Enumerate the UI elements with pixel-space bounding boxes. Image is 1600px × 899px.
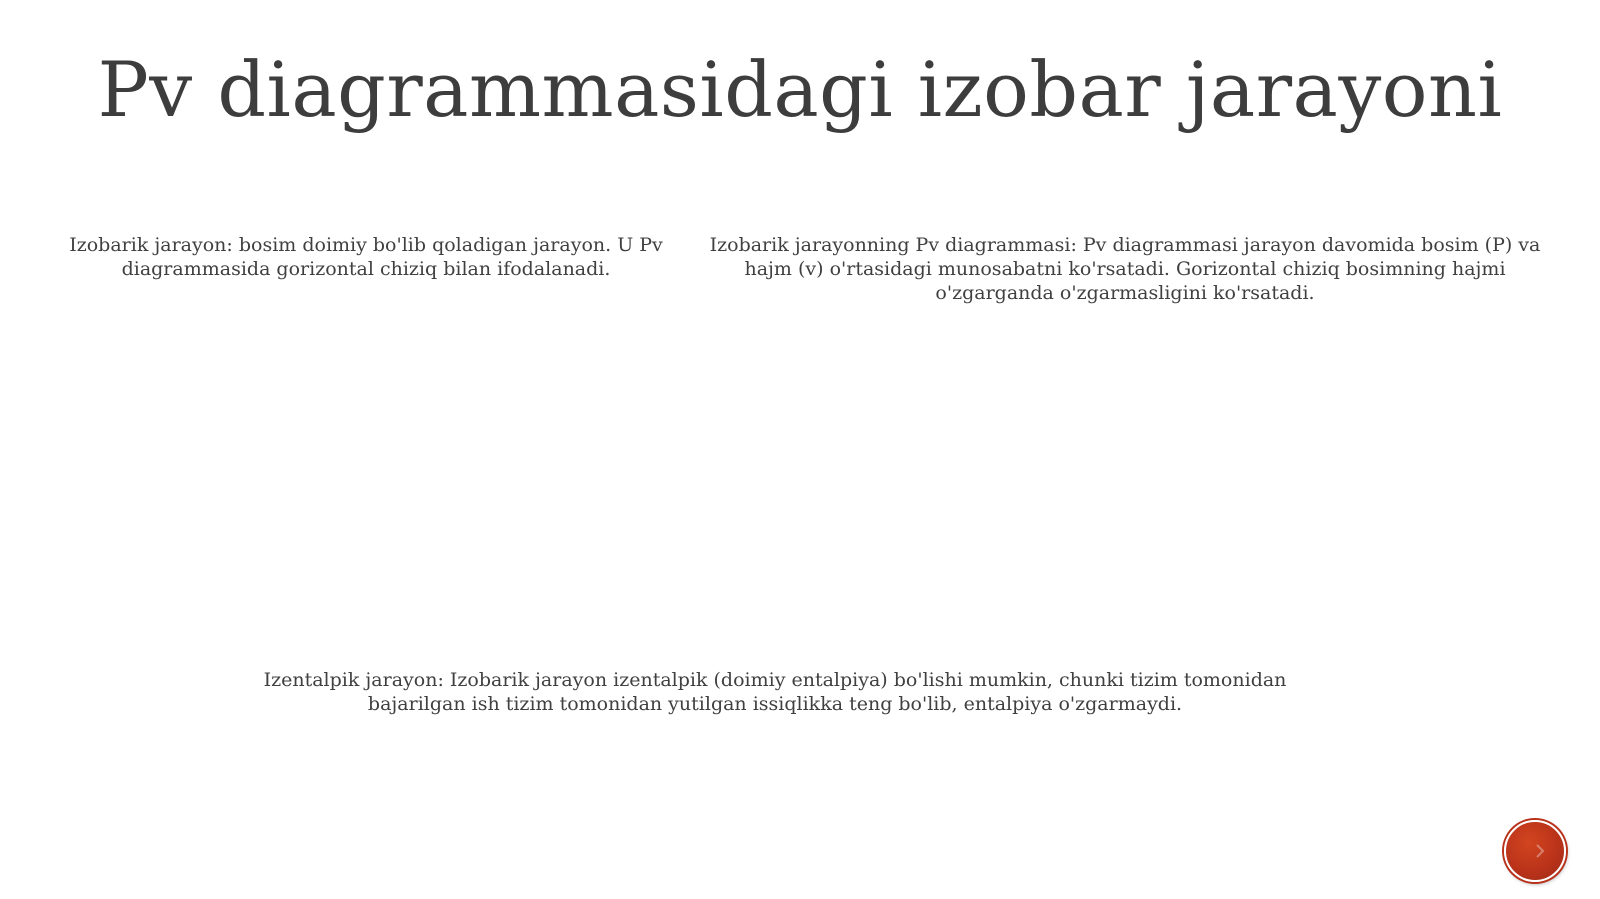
chevron-right-icon [1535,843,1545,859]
isobaric-definition-text: Izobarik jarayon: bosim doimiy bo'lib qoladigan jarayon. U Pv diagrammasida gorizontal chiziq bilan ifodalanadi. [69,234,663,280]
pv-diagram-description-text: Izobarik jarayonning Pv diagrammasi: Pv diagrammasi jarayon davomida bosim (P) va hajm (v) o'rtasidagi munosabatni ko'rsatadi. Gorizontal chiziq bosimning hajmi o'zgarganda o'zgarmasligini ko'rsatadi. [709,234,1541,304]
slide-title: Pv diagrammasidagi izobar jarayoni [97,45,1503,134]
isenthalpic-description-text: Izentalpik jarayon: Izobarik jarayon izentalpik (doimiy entalpiya) bo'lishi mumkin, chunki tizim tomonidan bajarilgan ish tizim tomonidan yutilgan issiqlikka teng bo'lib, entalpiya o'zgarmaydi. [263,669,1287,715]
next-slide-button[interactable] [1504,820,1566,882]
